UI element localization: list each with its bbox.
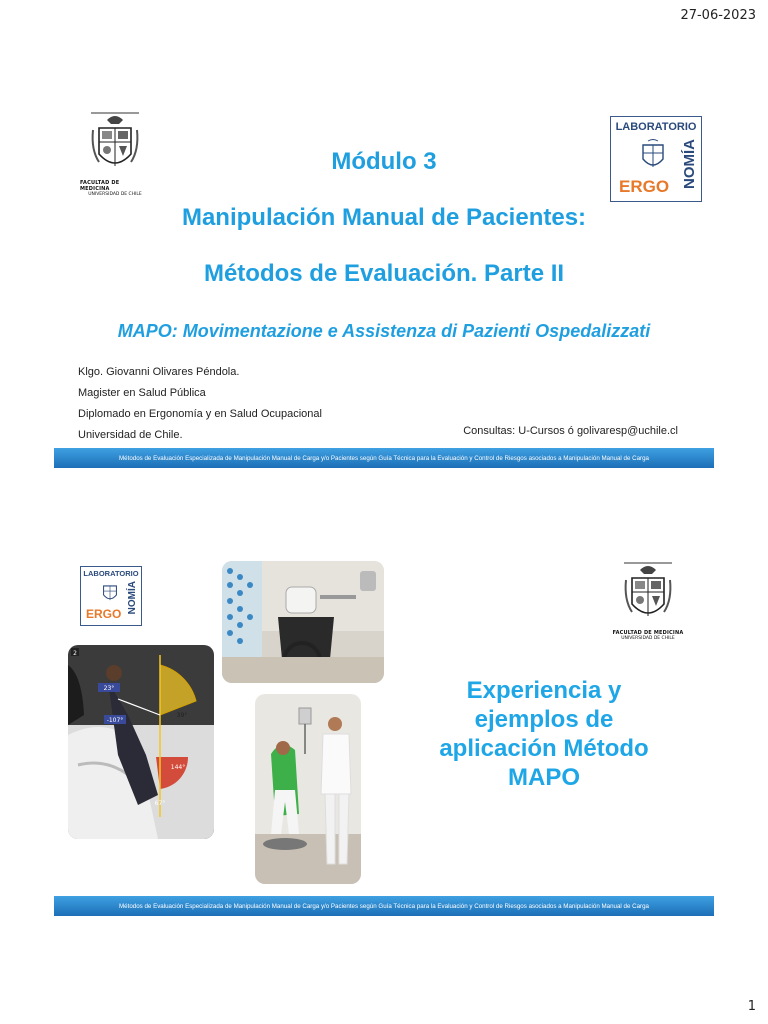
lab-crest-icon [101, 581, 119, 605]
bathroom-wheelchair-photo [222, 561, 384, 683]
angle-label-2: -107° [106, 717, 124, 724]
module-title: Módulo 3 [331, 148, 437, 175]
lab-logo-ergo: ERGO [86, 607, 122, 621]
photo-corner-label: 2 [73, 650, 77, 657]
slide-heading [394, 676, 694, 792]
lab-logo-nomia: NOMÍA [127, 581, 138, 615]
crest-university-text: UNIVERSIDAD DE CHILE [88, 192, 142, 197]
posture-analysis-photo [68, 645, 214, 839]
course-title: Manipulación Manual de Pacientes: [181, 204, 587, 231]
heading-line-3: aplicación Método [439, 735, 649, 762]
heading-line-2: ejemplos de [474, 706, 614, 733]
course-subtitle: Métodos de Evaluación. Parte II [203, 260, 565, 287]
angle-label-3: 39° [176, 712, 188, 719]
crest-university-text: UNIVERSIDAD DE CHILE [621, 636, 675, 641]
author-name: Klgo. Giovanni Olivares Péndola. [78, 366, 240, 378]
lab-ergonomia-logo [80, 566, 142, 626]
author-degree: Magister en Salud Pública [78, 387, 206, 399]
patient-lift-photo [255, 694, 361, 884]
slide-2 [54, 548, 714, 920]
lab-logo-title: LABORATORIO [615, 121, 697, 133]
angle-label-5: 67° [154, 800, 166, 807]
author-university: Universidad de Chile. [78, 429, 183, 441]
slide-footer-banner: Métodos de Evaluación Especializada de Manipulación Manual de Carga y/o Pacientes según Guía Técnica para la Evaluación y Control de Riesgos asociados a Manipulación Manual de Carga [54, 896, 714, 916]
author-diploma: Diplomado en Ergonomía y en Salud Ocupacional [78, 408, 322, 420]
university-crest [610, 560, 686, 641]
print-date: 27-06-2023 [680, 8, 756, 23]
contact-info: Consultas: U-Cursos ó golivaresp@uchile.cl [463, 425, 678, 437]
lab-logo-nomia: NOMÍA [681, 139, 698, 189]
page-number: 1 [747, 999, 756, 1014]
slide-1 [54, 100, 714, 476]
lab-logo-title: LABORATORIO [83, 569, 139, 578]
crest-faculty-text: FACULTAD DE MEDICINA [612, 630, 684, 636]
heading-line-1: Experiencia y [466, 677, 622, 704]
author-info [78, 362, 322, 446]
lab-logo-ergo: ERGO [619, 177, 670, 196]
angle-label-1: 23° [103, 685, 115, 692]
mapo-title: MAPO: Movimentazione e Assistenza di Pazienti Ospedalizzati [117, 321, 651, 341]
angle-label-4: 144° [170, 764, 186, 771]
crest-icon [622, 560, 674, 628]
heading-line-4: MAPO [508, 764, 580, 791]
crest-faculty-text: FACULTAD DE MEDICINA [80, 180, 120, 192]
slide-footer-banner: Métodos de Evaluación Especializada de Manipulación Manual de Carga y/o Pacientes según Guía Técnica para la Evaluación y Control de Riesgos asociados a Manipulación Manual de Carga [54, 448, 714, 468]
